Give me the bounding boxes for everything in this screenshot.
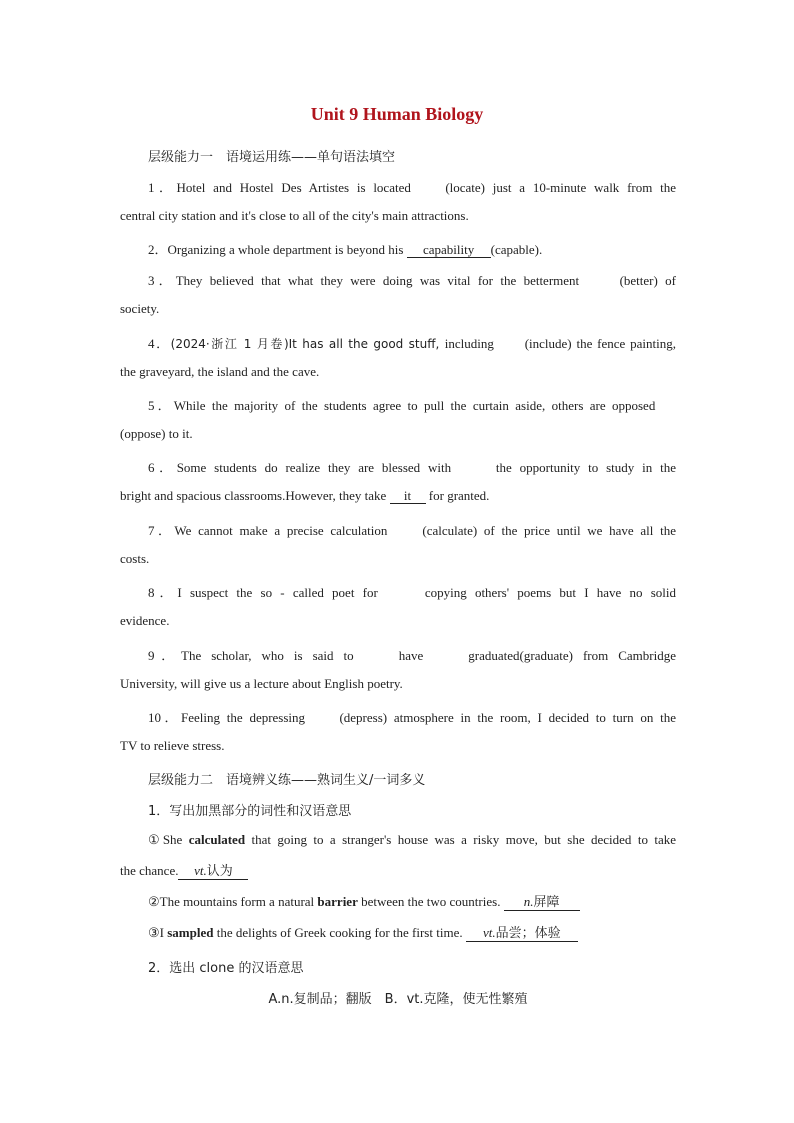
page-title: Unit 9 Human Biology xyxy=(310,104,484,124)
q2-options: A.n.复制品；翻版 B．vt.克隆，使无性繁殖 xyxy=(268,992,528,1007)
q2-title: 2．选出 clone 的汉语意思 xyxy=(148,961,304,976)
answer-blank: betterment xyxy=(524,274,620,288)
answer-blank: calculation xyxy=(330,524,422,538)
item-7-line2: costs. xyxy=(120,551,150,566)
q1-item-2: ②The mountains form a natural barrier between the two countries. n.屏障 xyxy=(120,894,676,911)
item-6-line1: 6．Some students do realize they are blessed with the opportunity to study in the xyxy=(148,460,676,475)
item-5-line2: (oppose) to it. xyxy=(120,426,193,441)
item-4-line1: 4．(2024·浙江 1 月卷)It has all the good stuff, including (include) the fence painting, xyxy=(148,336,676,351)
item-10-line2: TV to relieve stress. xyxy=(120,738,225,753)
q1-title: 1．写出加黑部分的词性和汉语意思 xyxy=(148,804,352,819)
item-9-line2: University, will give us a lecture about English poetry. xyxy=(120,676,403,691)
section2-heading: 层级能力二 语境辨义练——熟词生义/一词多义 xyxy=(148,773,426,788)
item-5-line1: 5．While the majority of the students agree to pull the curtain aside, others are opposed xyxy=(120,395,676,413)
answer-blank: vt.认为 xyxy=(178,864,248,880)
answer-blank: with xyxy=(428,461,488,475)
answer-blank: n.屏障 xyxy=(504,895,580,911)
q1-item-1-line1: ①She calculated that going to a stranger's house was a risky move, but she decided to take xyxy=(148,832,676,847)
item-4-line2: the graveyard, the island and the cave. xyxy=(120,364,320,379)
item-8-line2: evidence. xyxy=(120,613,170,628)
section1-heading: 层级能力一 语境运用练——单句语法填空 xyxy=(148,150,396,165)
item-7-line1: 7．We cannot make a precise calculation (calculate) of the price until we have all the xyxy=(148,523,676,538)
answer-blank: it xyxy=(390,489,426,504)
answer-blank: including xyxy=(445,337,525,351)
answer-blank: capability xyxy=(407,243,491,258)
q1-item-1-line2: the chance. vt.认为 xyxy=(120,863,676,880)
item-1-line2: central city station and it's close to all of the city's main attractions. xyxy=(120,208,469,223)
answer-blank: for xyxy=(363,586,417,600)
answer-blank: located xyxy=(373,181,445,195)
answer-blank: vt.品尝；体验 xyxy=(466,926,578,942)
item-8-line1: 8．I suspect the so - called poet for copying others' poems but I have no solid xyxy=(148,585,676,600)
item-6-line2: bright and spacious classrooms.However, they take it for granted. xyxy=(120,488,490,503)
item-2-line1: 2．Organizing a whole department is beyond his capability (capable). xyxy=(148,242,543,257)
item-1-line1: 1．Hotel and Hostel Des Artistes is located (locate) just a 10-minute walk from the xyxy=(148,180,676,195)
answer-blank: to have graduated xyxy=(343,648,520,663)
item-3-line2: society. xyxy=(120,301,160,316)
q1-item-3: ③I sampled the delights of Greek cooking for the first time. vt.品尝；体验 xyxy=(120,925,676,942)
item-9-line1: 9．The scholar, who is said to have graduated(graduate) from Cambridge xyxy=(148,648,676,663)
answer-blank: depressing xyxy=(249,711,339,725)
item-10-line1: 10．Feeling the depressing (depress) atmosphere in the room, I decided to turn on the xyxy=(148,710,676,725)
item-3-line1: 3．They believed that what they were doing was vital for the betterment (better) of xyxy=(148,273,676,288)
answer-blank: opposed xyxy=(612,399,676,413)
